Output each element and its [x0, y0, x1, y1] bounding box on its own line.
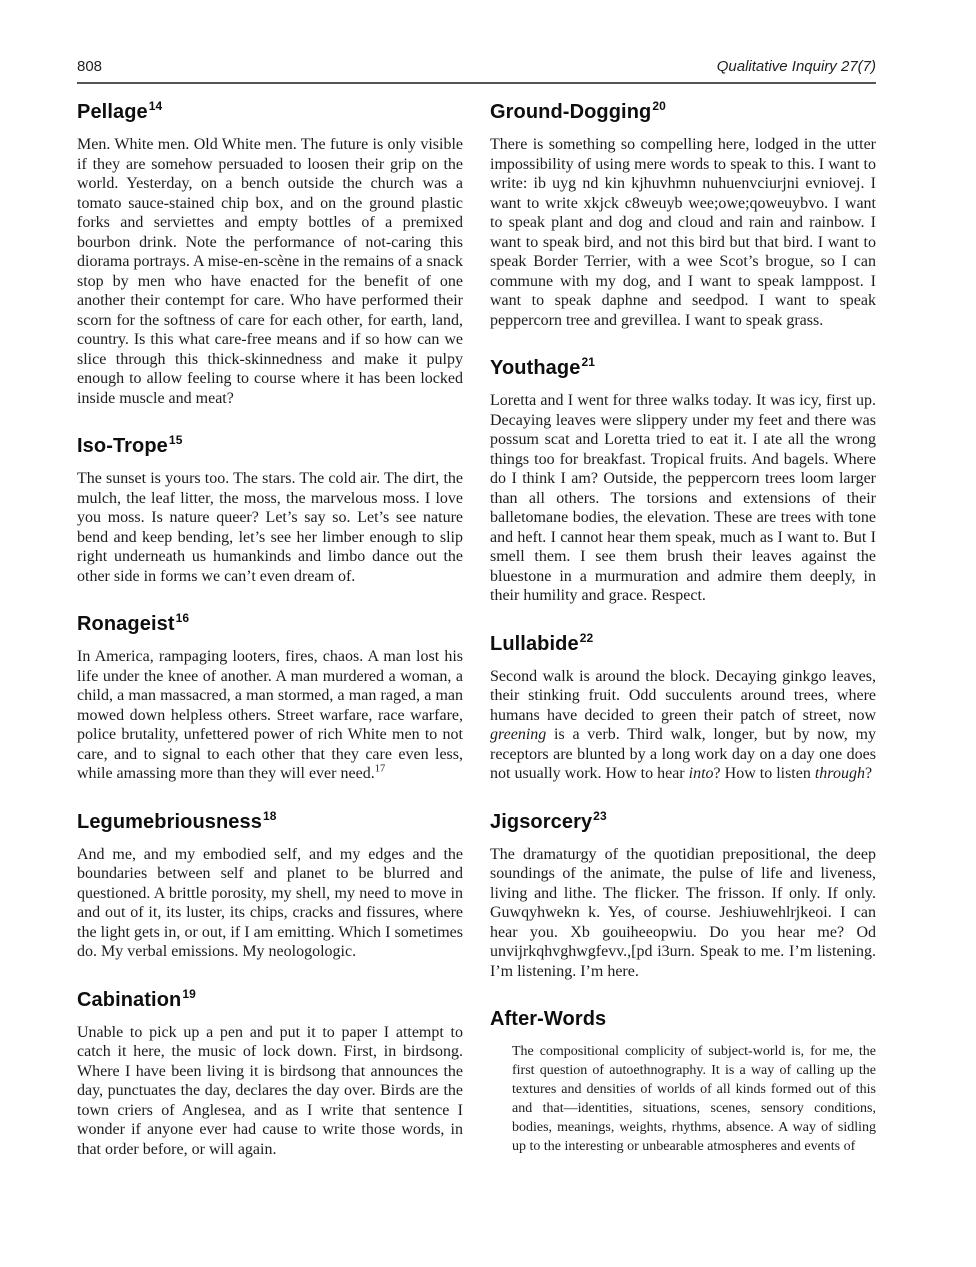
section-ronageist: [77, 613, 463, 784]
footnote-ref: 15: [168, 433, 183, 448]
left-column: [77, 84, 463, 1159]
heading-text: Cabination: [77, 988, 182, 1011]
section-youthage: [490, 357, 876, 606]
section-legumebriousness: [77, 808, 463, 962]
two-column-body: [77, 84, 876, 1159]
journal-title: Qualitative Inquiry 27(7): [716, 58, 876, 75]
heading-text: Ground-Dogging: [490, 101, 652, 123]
section-paragraph: Second walk is around the block. Decaying ginkgo leaves, their stinking fruit. Odd succulents around trees, where humans have decided to green their patch of street, now greening is a verb. Third walk, longer, but by now, my receptors are blunted by a long work day on a day one does not usually work. How to hear into? How to listen through?: [490, 667, 876, 782]
section-paragraph: And me, and my embodied self, and my edges and the boundaries between self and planet to be blurred and questioned. A brittle porosity, my shell, my need to move in and out of it, its luster, its chips, cracks and fissures, where the light gets in, or out, if I am emitting. Which I sometimes do. My verbal emissions. My neologologic.: [77, 845, 463, 960]
footnote-ref: 20: [652, 99, 666, 114]
section-heading: [77, 613, 463, 635]
section-paragraph: Loretta and I went for three walks today. It was icy, first up. Decaying leaves were slippery under my feet and there was possum scat and Loretta tried to eat it. I ate all the wrong things too for breakfast. Tropical fruits. And bagels. Where do I think I am? Outside, the peppercorn trees loom larger than all others. The torsions and extensions of their balletomane bodies, the elevation. These are trees with tone and heft. I cannot hear them speak, much as I want to. But I smell them. I see them brush their leaves against the bluestone in a murmuration and admire them deeply, in their humility and grace. Respect.: [490, 392, 876, 604]
heading-text: Ronageist: [77, 613, 175, 635]
section-paragraph: The sunset is yours too. The stars. The cold air. The dirt, the mulch, the leaf litter, the moss, the marvelous moss. I love you moss. Is nature queer? Let’s say so. Let’s see nature bend and keep bending, let’s see her limber enough to slip right underneath us humankinds and limbo dance out the other side in forms we can’t even dream of.: [77, 470, 463, 585]
section-paragraph: There is something so compelling here, lodged in the utter impossibility of using mere words to speak to this. I want to write: ib uyg nd kin kjhuvhmn nuhuenvciurjni evniovej. I want to write xkjck c8weuyb wee;owe;qoweuybvo. I want to speak plant and dog and cloud and rain and rainbow. I want to speak bird, and not this bird but that bird. I want to speak Border Terrier, with a wee Scot’s brogue, so I can commune with my dog, and I want to speak lamppost. I want to speak daphne and seedpod. I want to speak peppercorn tree and grevillea. I want to speak grass.: [490, 136, 876, 329]
section-paragraph: The dramaturgy of the quotidian prepositional, the deep soundings of the animate, the pulse of life and liveness, living and lithe. The flicker. The frisson. If only. If only. Guwqyhwekn k. Yes, of course. Jeshiuwehlrjkeoi. I can hear you. Xb gouiheeopwiu. Do you hear me? Od unvijrkqhvghwgfevv.,[pd i3urn. Speak to me. I’m listening. I’m listening. I’m here.: [490, 845, 876, 980]
footnote-ref: 21: [581, 355, 595, 370]
heading-text: Jigsorcery: [490, 810, 593, 833]
section-iso-trope: [77, 435, 463, 586]
section-lullabide: [490, 630, 876, 784]
right-column: [490, 84, 876, 1159]
heading-text: Legumebriousness: [77, 810, 262, 833]
section-paragraph: The compositional complicity of subject-world is, for me, the first question of autoethnography. It is a way of calling up the textures and densities of worlds of all kinds formed out of this and that—identities, situations, scenes, sensory conditions, bodies, meanings, weights, rhythms, absence. A way of sidling up to the interesting or unbearable atmospheres and events of: [512, 1044, 876, 1154]
section-ground-dogging: [490, 101, 876, 330]
footnote-ref: 23: [593, 808, 607, 823]
footnote-ref: 16: [175, 611, 190, 626]
section-paragraph: Unable to pick up a pen and put it to paper I attempt to catch it here, the music of lock down. First, in birdsong. Where I have been living it is birdsong that announces the day, punctuates the day, declares the day over. Birds are the town criers of Anglesea, and as I write that sentence I wonder if anyone ever had cause to write those words, in that order before, or will again.: [77, 1023, 463, 1158]
section-jigsorcery: [490, 808, 876, 982]
footnote-ref: 19: [182, 986, 196, 1001]
section-cabination: [77, 986, 463, 1160]
section-heading: [77, 808, 463, 833]
section-heading: [490, 630, 876, 655]
section-heading: [490, 1008, 876, 1030]
section-heading: [490, 101, 876, 123]
heading-text: Lullabide: [490, 632, 579, 655]
section-heading: [77, 435, 463, 457]
section-heading: [77, 101, 463, 123]
section-after-words: [490, 1008, 876, 1156]
page-number: 808: [77, 58, 103, 75]
section-heading: [77, 986, 463, 1011]
section-paragraph: Men. White men. Old White men. The future is only visible if they are somehow persuaded to loosen their grip on the world. Yesterday, on a bench outside the church was a tomato sauce-stained chip box, and on the ground plastic forks and serviettes and empty bottles of a premixed bourbon drink. Note the performance of not-caring this diorama portrays. A mise-en-scène in the remains of a snack stop by men who have enacted for the benefit of one another their contempt for care. Who have performed their scorn for the softness of care for each other, for earth, land, country. Is this what care-free means and if so how can we slice through this thick-skinnedness and make it pulpy enough to allow feeling to course where it has been locked inside muscle and meat?: [77, 136, 463, 407]
footnote-ref: 18: [262, 808, 277, 823]
footnote-ref: 22: [579, 630, 594, 645]
heading-text: Iso-Trope: [77, 435, 168, 457]
running-head: [77, 58, 876, 84]
heading-text: After-Words: [490, 1008, 607, 1030]
heading-text: Pellage: [77, 101, 148, 123]
section-heading: [490, 808, 876, 833]
section-pellage: [77, 101, 463, 408]
section-paragraph: In America, rampaging looters, fires, chaos. A man lost his life under the knee of another. A man murdered a woman, a child, a man massacred, a man stormed, a man raged, a man mowed down helpless others. Street warfare, race warfare, police brutality, unfettered power of rich White men to not care, and to signal to each other that they care even less, while amassing more than they will ever need.$^{17}$: [77, 648, 463, 782]
heading-text: Youthage: [490, 357, 581, 379]
section-heading: [490, 357, 876, 379]
footnote-ref: 14: [148, 99, 163, 114]
